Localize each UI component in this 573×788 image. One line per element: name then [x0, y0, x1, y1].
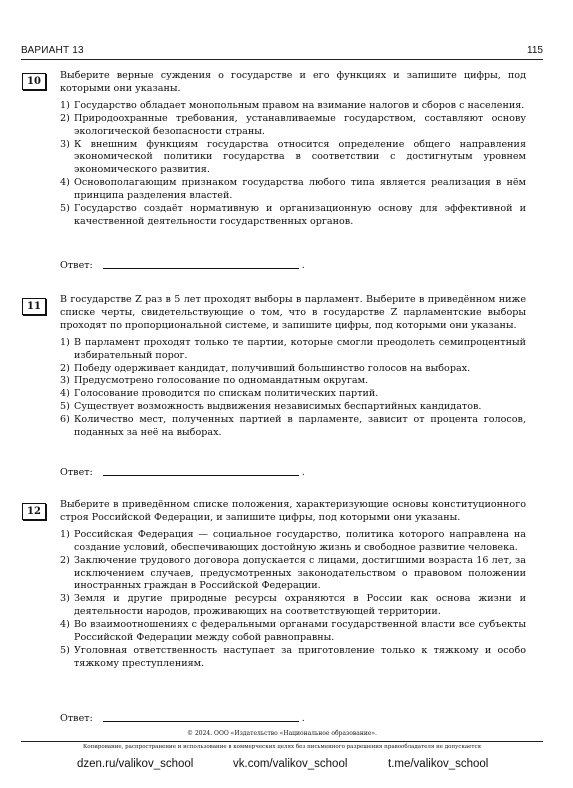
option: 4) Голосование проводится по спискам политических партий.: [60, 388, 379, 400]
page-header: [21, 45, 543, 59]
question-12-options: [60, 529, 526, 671]
option: 1) Государство обладает монопольным правом на взимание налогов и сборов с населения.: [60, 99, 525, 111]
answer-field[interactable]: [103, 711, 299, 722]
question-number-10: 10: [22, 73, 46, 90]
question-12-prompt: Выберите в приведённом списке положения, характеризующие основы конституционного строя Российской Федерации, и запишите цифры, под которыми они указаны.: [60, 499, 526, 523]
option: 2) Победу одерживает кандидат, получивший большинство голосов на выборах.: [60, 362, 471, 374]
link-telegram[interactable]: t.me/valikov_school: [388, 758, 489, 770]
link-vk[interactable]: vk.com/valikov_school: [233, 758, 348, 770]
option: 1) Российская Федерация — социальное государство, политика которого направлена на создание условий, обеспечивающих достойную жизнь и свободное развитие человека.: [60, 528, 526, 553]
option: 1) В парламент проходят только те партии, которые смогли преодолеть семипроцентный избирательный порог.: [60, 336, 526, 361]
option: 5) Государство создаёт нормативную и организационную основу для эффективной и качественной деятельности государственных органов.: [60, 203, 526, 227]
question-number-12: 12: [22, 503, 46, 520]
question-12: [60, 499, 526, 671]
question-11-prompt: В государстве Z раз в 5 лет проходят выборы в парламент. Выберите в приведённом ниже списке черты, свидетельствующие о том, что в государстве Z парламентские выборы проходят по пропорциональной системе, и запишите цифры, под которыми они указаны.: [60, 294, 526, 331]
option: 4) Основополагающим признаком государства любого типа является реализация в нём принципа разделения властей.: [60, 177, 526, 202]
option: 5) Существует возможность выдвижения независимых беспартийных кандидатов.: [60, 401, 482, 413]
answer-label: Ответ:: [60, 260, 93, 271]
answer-row-12: Ответ: .: [60, 713, 305, 724]
answer-label: Ответ:: [60, 713, 93, 724]
copyright: © 2024. ООО «Издательство «Национальное образование».: [187, 730, 377, 737]
answer-field[interactable]: [103, 465, 299, 476]
answer-field[interactable]: [103, 258, 299, 269]
option: 2) Заключение трудового договора допускается с лицами, достигшими возраста 16 лет, за исключением случаев, предусмотренных законодательством о правовом положении иностранных граждан в Российской Федерации.: [60, 554, 526, 592]
option: 3) Предусмотрено голосование по одномандатным округам.: [60, 375, 369, 387]
question-11-options: [60, 337, 526, 440]
question-11: [60, 294, 526, 440]
answer-row-11: Ответ: .: [60, 467, 305, 478]
link-dzen[interactable]: dzen.ru/valikov_school: [77, 758, 194, 770]
variant-label: ВАРИАНТ 13: [21, 45, 84, 56]
question-number-11: 11: [22, 298, 46, 315]
answer-label: Ответ:: [60, 467, 93, 478]
option: 3) Земля и другие природные ресурсы охраняются в России как основа жизни и деятельности народов, проживающих на соответствующей территории.: [60, 593, 526, 618]
footer-divider: [21, 741, 543, 742]
answer-row-10: Ответ: .: [60, 260, 305, 271]
rights-notice: Копирование, распространение и использование в коммерческих целях без письменного разрешения правообладателя не допускается: [82, 744, 482, 750]
header-divider: [21, 59, 543, 60]
question-10-options: [60, 100, 526, 229]
option: 4) Во взаимоотношениях с федеральными органами государственной власти все субъекты Российской Федерации между собой равноправны.: [60, 619, 526, 644]
question-10-prompt: Выберите верные суждения о государстве и его функциях и запишите цифры, под которыми они указаны.: [60, 70, 526, 94]
option: 2) Природоохранные требования, устанавливаемые государством, составляют основу экологической безопасности страны.: [60, 112, 526, 137]
page-number: 115: [527, 45, 543, 56]
option: 5) Уголовная ответственность наступает за приготовление только к тяжкому и особо тяжкому преступлениям.: [60, 644, 526, 669]
question-10: [60, 70, 526, 229]
option: 6) Количество мест, полученных партией в парламенте, зависит от процента голосов, поданных за неё на выборах.: [60, 414, 526, 439]
option: 3) К внешним функциям государства относится определение общего направления экономической политики государства в соответствии с достигнутым уровнем экономического развития.: [60, 138, 526, 176]
